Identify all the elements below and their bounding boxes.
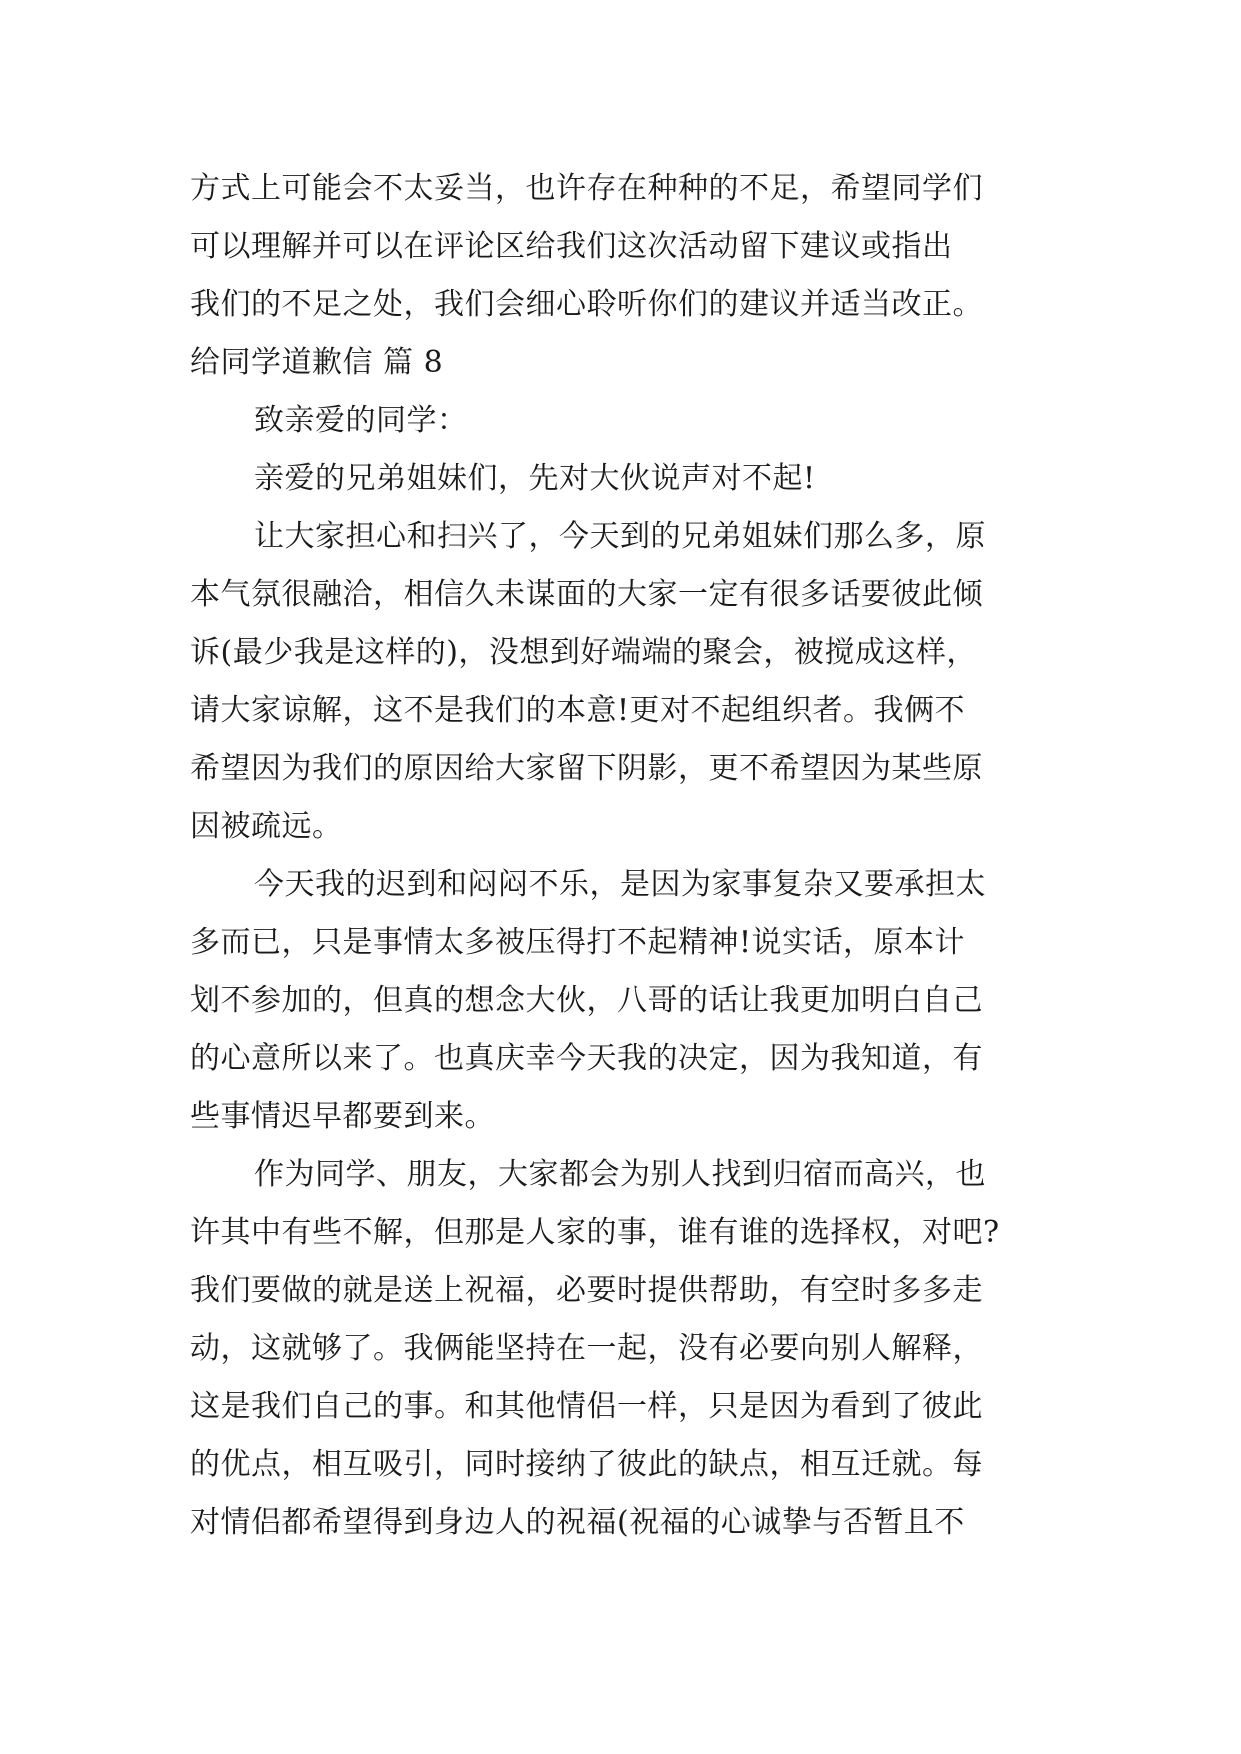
text-line: 许其中有些不解，但那是人家的事，谁有谁的选择权，对吧? — [190, 1215, 1000, 1250]
document-body — [190, 160, 1060, 1552]
paragraph-friends — [190, 1146, 1060, 1552]
paragraph-opening — [190, 450, 1060, 508]
text-line: 因被疏远。 — [190, 809, 343, 844]
text-line: 让大家担心和扫兴了，今天到的兄弟姐妹们那么多，原 — [254, 519, 986, 554]
text-line: 我们要做的就是送上祝福，必要时提供帮助，有空时多多走 — [190, 1273, 983, 1308]
text-line: 些事情迟早都要到来。 — [190, 1099, 495, 1134]
text-line: 可以理解并可以在评论区给我们这次活动留下建议或指出 — [190, 229, 953, 264]
text-line: 我们的不足之处，我们会细心聆听你们的建议并适当改正。 — [190, 287, 983, 322]
text-line: 今天我的迟到和闷闷不乐，是因为家事复杂又要承担太 — [254, 867, 986, 902]
text-line: 给同学道歉信 篇 8 — [190, 345, 444, 380]
text-line: 亲爱的兄弟姐妹们，先对大伙说声对不起! — [254, 461, 816, 496]
text-line: 对情侣都希望得到身边人的祝福(祝福的心诚挚与否暂且不 — [190, 1505, 965, 1540]
text-line: 本气氛很融洽，相信久未谋面的大家一定有很多话要彼此倾 — [190, 577, 983, 612]
text-line: 作为同学、朋友，大家都会为别人找到归宿而高兴，也 — [254, 1157, 986, 1192]
text-line: 致亲爱的同学： — [254, 403, 468, 438]
text-line: 的优点，相互吸引，同时接纳了彼此的缺点，相互迁就。每 — [190, 1447, 983, 1482]
text-line: 请大家谅解，这不是我们的本意!更对不起组织者。我俩不 — [190, 693, 966, 728]
text-line: 希望因为我们的原因给大家留下阴影，更不希望因为某些原 — [190, 751, 983, 786]
text-line: 的心意所以来了。也真庆幸今天我的决定，因为我知道，有 — [190, 1041, 983, 1076]
section-heading — [190, 334, 1060, 392]
text-line: 划不参加的，但真的想念大伙，八哥的话让我更加明白自己 — [190, 983, 983, 1018]
salutation — [190, 392, 1060, 450]
text-line: 方式上可能会不太妥当，也许存在种种的不足，希望同学们 — [190, 171, 983, 206]
paragraph-late — [190, 856, 1060, 1146]
text-line: 诉(最少我是这样的)，没想到好端端的聚会，被搅成这样， — [190, 635, 977, 670]
paragraph-previous-ending — [190, 160, 1060, 334]
paragraph-worry — [190, 508, 1060, 856]
text-line: 这是我们自己的事。和其他情侣一样，只是因为看到了彼此 — [190, 1389, 983, 1424]
text-line: 动，这就够了。我俩能坚持在一起，没有必要向别人解释， — [190, 1331, 983, 1366]
text-line: 多而已，只是事情太多被压得打不起精神!说实话，原本计 — [190, 925, 966, 960]
